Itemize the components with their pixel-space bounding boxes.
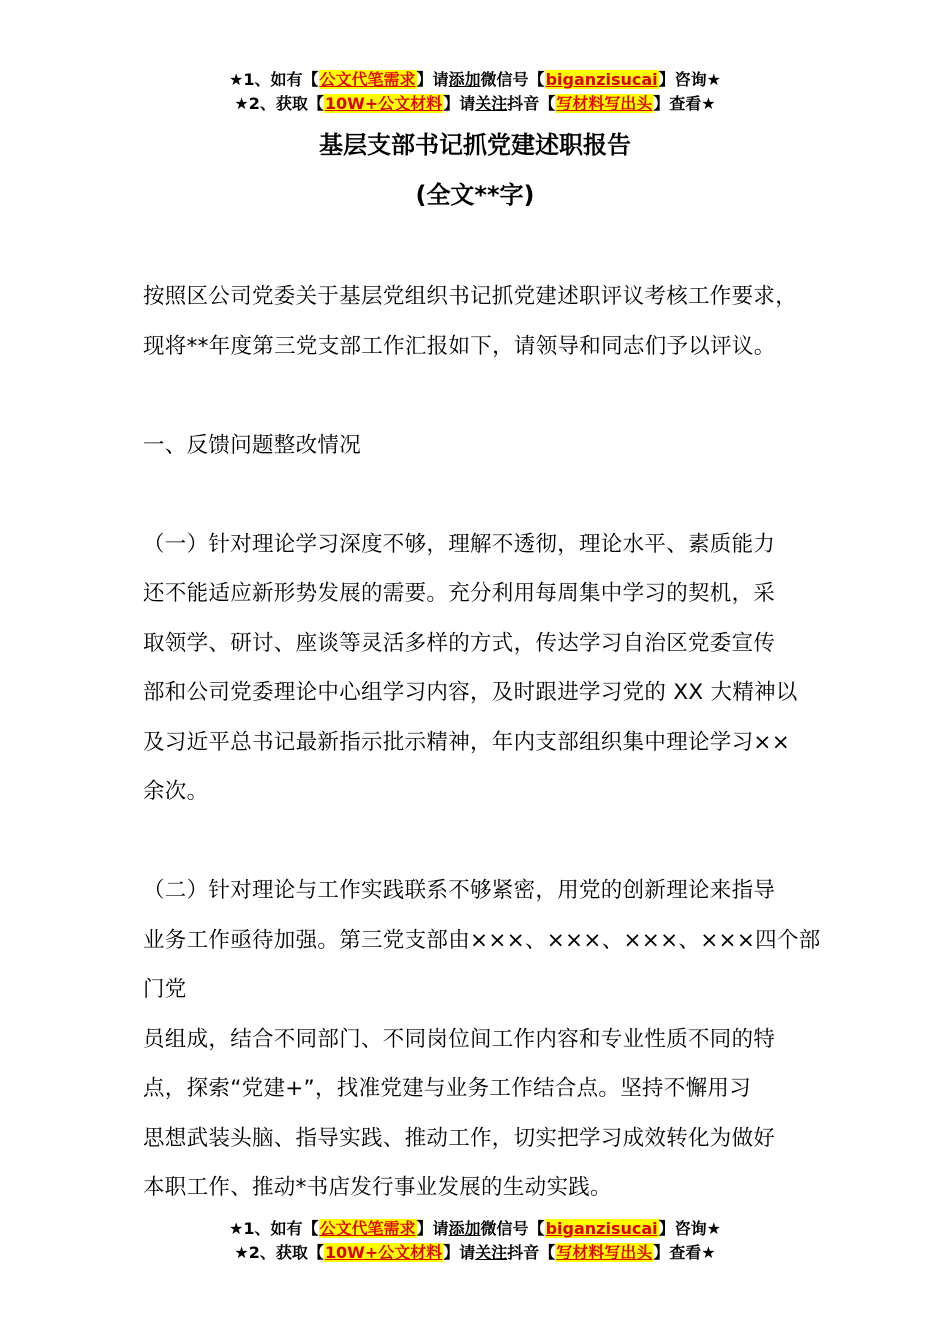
paragraph-gap (143, 470, 833, 520)
item-2-line: 业务工作亟待加强。第三党支部由×××、×××、×××、×××四个部门党 (143, 927, 821, 1002)
banner-highlight: biganzisucai (545, 1219, 658, 1238)
item-2-line: 员组成，结合不同部门、不同岗位间工作内容和专业性质不同的特 (143, 1026, 776, 1052)
item-2-line: 本职工作、推动*书店发行事业发展的生动实践。 (143, 1175, 612, 1200)
item-2-line: 点，探索“党建+”，找准党建与业务工作结合点。坚持不懈用习 (143, 1076, 751, 1101)
intro-line: 按照区公司党委关于基层党组织书记抓党建述职评议考核工作要求， (143, 284, 798, 309)
document-body (143, 272, 833, 1213)
bottom-banner (0, 1217, 950, 1265)
banner-highlight: biganzisucai (545, 70, 658, 89)
banner-highlight: 10W+公文材料 (324, 1243, 443, 1262)
banner-text: 】咨询★ (658, 1219, 721, 1238)
banner-text: 】请 (443, 1243, 476, 1262)
top-banner (0, 68, 950, 116)
banner-highlight: 10W+公文材料 (324, 94, 443, 113)
banner-line-1 (0, 68, 950, 92)
item-1-line: 还不能适应新形势发展的需要。充分利用每周集中学习的契机，采 (143, 581, 776, 606)
banner-text: ★1、如有【 (229, 70, 319, 89)
paragraph-gap (143, 371, 833, 421)
banner-text: 】咨询★ (658, 70, 721, 89)
banner-text: ★2、获取【 (234, 1243, 324, 1262)
banner-line-1 (0, 1217, 950, 1241)
banner-text: 抖音【 (507, 94, 556, 113)
banner-line-2 (0, 1241, 950, 1265)
banner-text: ★2、获取【 (234, 94, 324, 113)
intro-line: 现将**年度第三党支部工作汇报如下，请领导和同志们予以评议。 (143, 333, 776, 359)
section-heading: 一、反馈问题整改情况 (143, 432, 362, 458)
banner-underline: 添加 (448, 1219, 481, 1238)
item-2-line: （二）针对理论与工作实践联系不够紧密，用党的创新理论来指导 (143, 878, 776, 903)
banner-highlight: 公文代笔需求 (319, 1219, 416, 1238)
banner-text: 微信号【 (480, 70, 545, 89)
document-subtitle: (全文**字) (415, 181, 535, 209)
banner-line-2 (0, 92, 950, 116)
banner-text: ★1、如有【 (229, 1219, 319, 1238)
item-1-line: 及习近平总书记最新指示批示精神，年内支部组织集中理论学习×× (143, 729, 791, 755)
document-title: 基层支部书记抓党建述职报告 (319, 131, 631, 159)
item-1-line: 部和公司党委理论中心组学习内容，及时跟进学习党的 XX 大精神以 (143, 680, 798, 705)
banner-text: 】请 (416, 1219, 449, 1238)
banner-underline: 关注 (475, 94, 508, 113)
banner-text: 抖音【 (507, 1243, 556, 1262)
banner-text: 微信号【 (480, 1219, 545, 1238)
item-1-line: 取领学、研讨、座谈等灵活多样的方式，传达学习自治区党委宣传 (143, 630, 776, 656)
banner-text: 】查看★ (653, 1243, 716, 1262)
paragraph-gap (143, 817, 833, 867)
banner-underline: 关注 (475, 1243, 508, 1262)
banner-text: 】请 (416, 70, 449, 89)
banner-underline: 添加 (448, 70, 481, 89)
banner-highlight: 公文代笔需求 (319, 70, 416, 89)
banner-text: 】请 (443, 94, 476, 113)
item-2-line: 思想武装头脑、指导实践、推动工作，切实把学习成效转化为做好 (143, 1125, 776, 1151)
banner-highlight: 写材料写出头 (556, 94, 653, 113)
item-1-line: 余次。 (143, 779, 209, 804)
banner-text: 】查看★ (653, 94, 716, 113)
banner-highlight: 写材料写出头 (556, 1243, 653, 1262)
item-1-line: （一）针对理论学习深度不够，理解不透彻，理论水平、素质能力 (143, 531, 776, 557)
